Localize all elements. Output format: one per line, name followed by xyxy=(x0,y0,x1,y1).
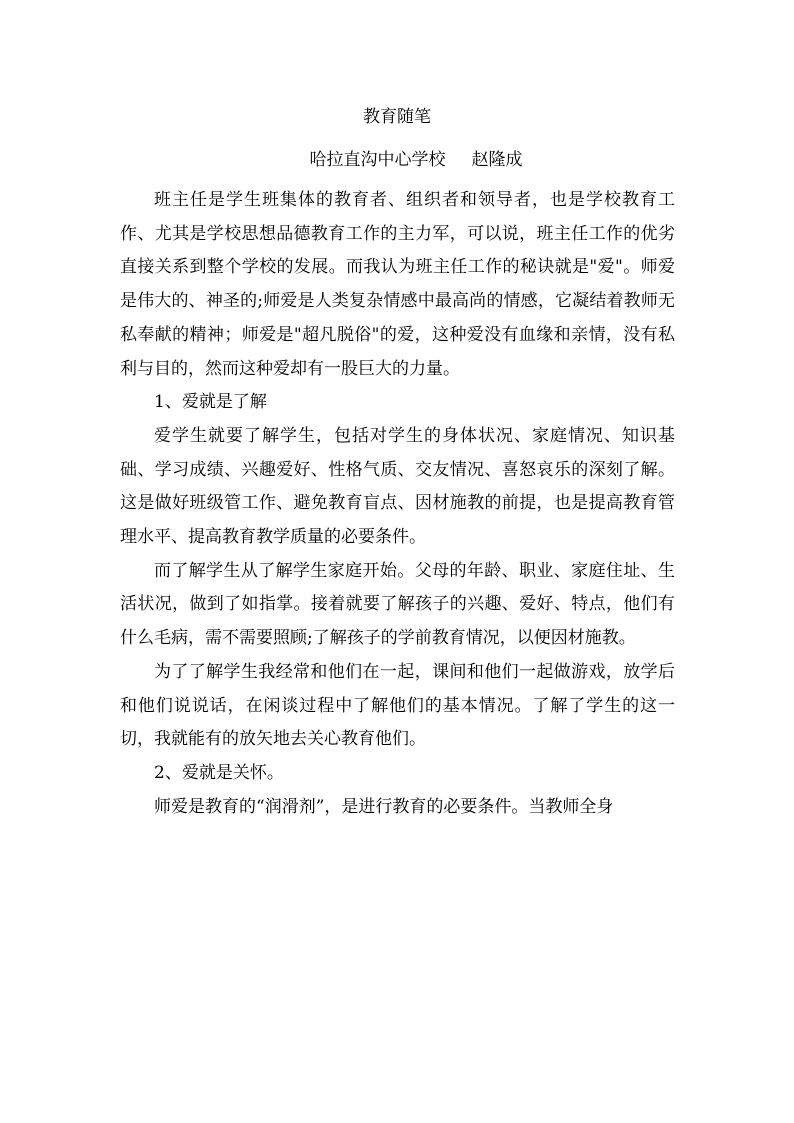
school-name: 哈拉直沟中心学校 xyxy=(309,150,446,170)
document-title: 教育随笔 xyxy=(363,107,431,127)
byline xyxy=(0,147,794,173)
paragraph-family: 而了解学生从了解学生家庭开始。父母的年龄、职业、家庭住址、生活状况，做到了如指掌。接着就要了解孩子的兴趣、爱好、特点，他们有什么毛病，需不需要照顾;了解孩子的学前教育情况，以便因材施教。 xyxy=(120,560,675,649)
section-heading-1: 1、爱就是了解 xyxy=(154,392,267,413)
paragraph-intro: 班主任是学生班集体的教育者、组织者和领导者，也是学校教育工作、尤其是学校思想品德教育工作的主力军，可以说，班主任工作的优劣直接关系到整个学校的发展。而我认为班主任工作的秘诀就是"爱"。师爱是伟大的、神圣的;师爱是人类复杂情感中最高尚的情感，它凝结着教师无私奉献的精神；师爱是"超凡脱俗"的爱，这种爱没有血缘和亲情，没有私利与目的，然而这种爱却有一股巨大的力量。 xyxy=(120,190,675,379)
document-body xyxy=(120,184,675,824)
paragraph-care: 师爱是教育的“润滑剂”，是进行教育的必要条件。当教师全身 xyxy=(154,796,614,817)
paragraph-understanding: 爱学生就要了解学生，包括对学生的身体状况、家庭情况、知识基础、学习成绩、兴趣爱好、性格气质、交友情况、喜怒哀乐的深刻了解。这是做好班级管工作、避免教育盲点、因材施教的前提，也是提高教育管理水平、提高教育教学质量的必要条件。 xyxy=(120,425,675,548)
section-heading-2: 2、爱就是关怀。 xyxy=(154,762,284,783)
author-name: 赵隆成 xyxy=(471,150,523,170)
paragraph-activities: 为了了解学生我经常和他们在一起，课间和他们一起做游戏，放学后和他们说说话，在闲谈过程中了解他们的基本情况。了解了学生的这一切，我就能有的放矢地去关心教育他们。 xyxy=(120,661,675,750)
